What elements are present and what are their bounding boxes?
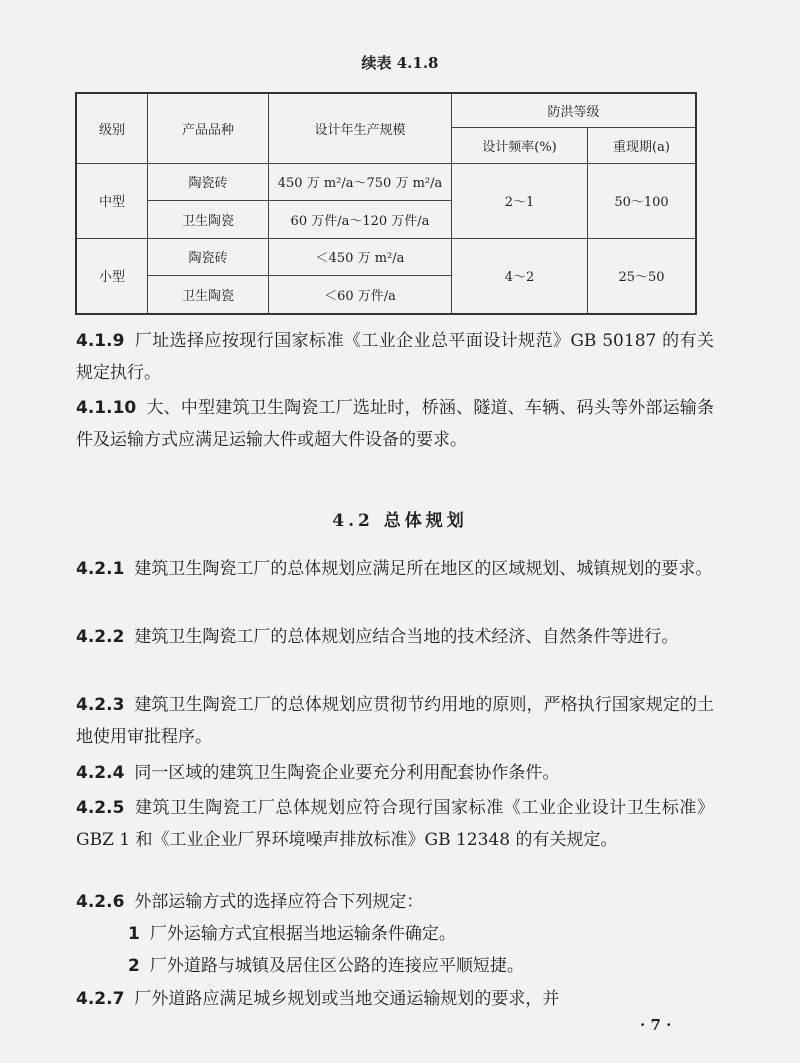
clause-4-2-3: 4.2.3 建筑卫生陶瓷工厂的总体规划应贯彻节约用地的原则，严格执行国家规定的土地使用审批程序。 — [76, 695, 714, 747]
clause-4-2-7: 4.2.7 厂外道路应满足城乡规划或当地交通运输规划的要求，并 — [76, 989, 560, 1009]
header-period: 重现期(a) — [588, 127, 697, 163]
clause-4-1-9: 4.1.9 厂址选择应按现行国家标准《工业企业总平面设计规范》GB 50187 的有关规定执行。 — [76, 331, 714, 383]
header-flood: 防洪等级 — [452, 93, 697, 127]
table-row: 小型 陶瓷砖 ＜450 万 m²/a 4～2 25～50 — [76, 238, 696, 276]
clause-4-2-2: 4.2.2 建筑卫生陶瓷工厂的总体规划应结合当地的技术经济、自然条件等进行。 — [76, 627, 679, 647]
section-heading: 4.2 总体规划 — [332, 511, 468, 531]
list-item: 2 厂外道路与城镇及居住区公路的连接应平顺短捷。 — [128, 956, 524, 976]
table-row: 中型 陶瓷砖 450 万 m²/a～750 万 m²/a 2～1 50～100 — [76, 163, 696, 201]
clause-4-2-6: 4.2.6 外部运输方式的选择应符合下列规定： — [76, 892, 424, 912]
header-scale: 设计年生产规模 — [269, 93, 452, 163]
page-number: · 7 · — [640, 1016, 672, 1034]
flood-grade-table — [75, 92, 697, 315]
clause-4-2-5: 4.2.5 建筑卫生陶瓷工厂总体规划应符合现行国家标准《工业企业设计卫生标准》GBZ 1 和《工业企业厂界环境噪声排放标准》GB 12348 的有关规定。 — [76, 798, 714, 850]
header-freq: 设计频率(%) — [452, 127, 588, 163]
clause-4-2-4: 4.2.4 同一区域的建筑卫生陶瓷企业要充分利用配套协作条件。 — [76, 763, 560, 783]
table-row: 卫生陶瓷 60 万件/a～120 万件/a — [76, 201, 696, 239]
clause-4-2-1: 4.2.1 建筑卫生陶瓷工厂的总体规划应满足所在地区的区域规划、城镇规划的要求。 — [76, 559, 713, 579]
header-product: 产品品种 — [148, 93, 269, 163]
list-item: 1 厂外运输方式宜根据当地运输条件确定。 — [128, 924, 456, 944]
clause-4-1-10: 4.1.10 大、中型建筑卫生陶瓷工厂选址时，桥涵、隧道、车辆、码头等外部运输条件及运输方式应满足运输大件或超大件设备的要求。 — [76, 398, 714, 450]
table-caption: 续表 4.1.8 — [361, 54, 439, 72]
table-row: 卫生陶瓷 ＜60 万件/a — [76, 276, 696, 315]
header-level: 级别 — [76, 93, 148, 163]
